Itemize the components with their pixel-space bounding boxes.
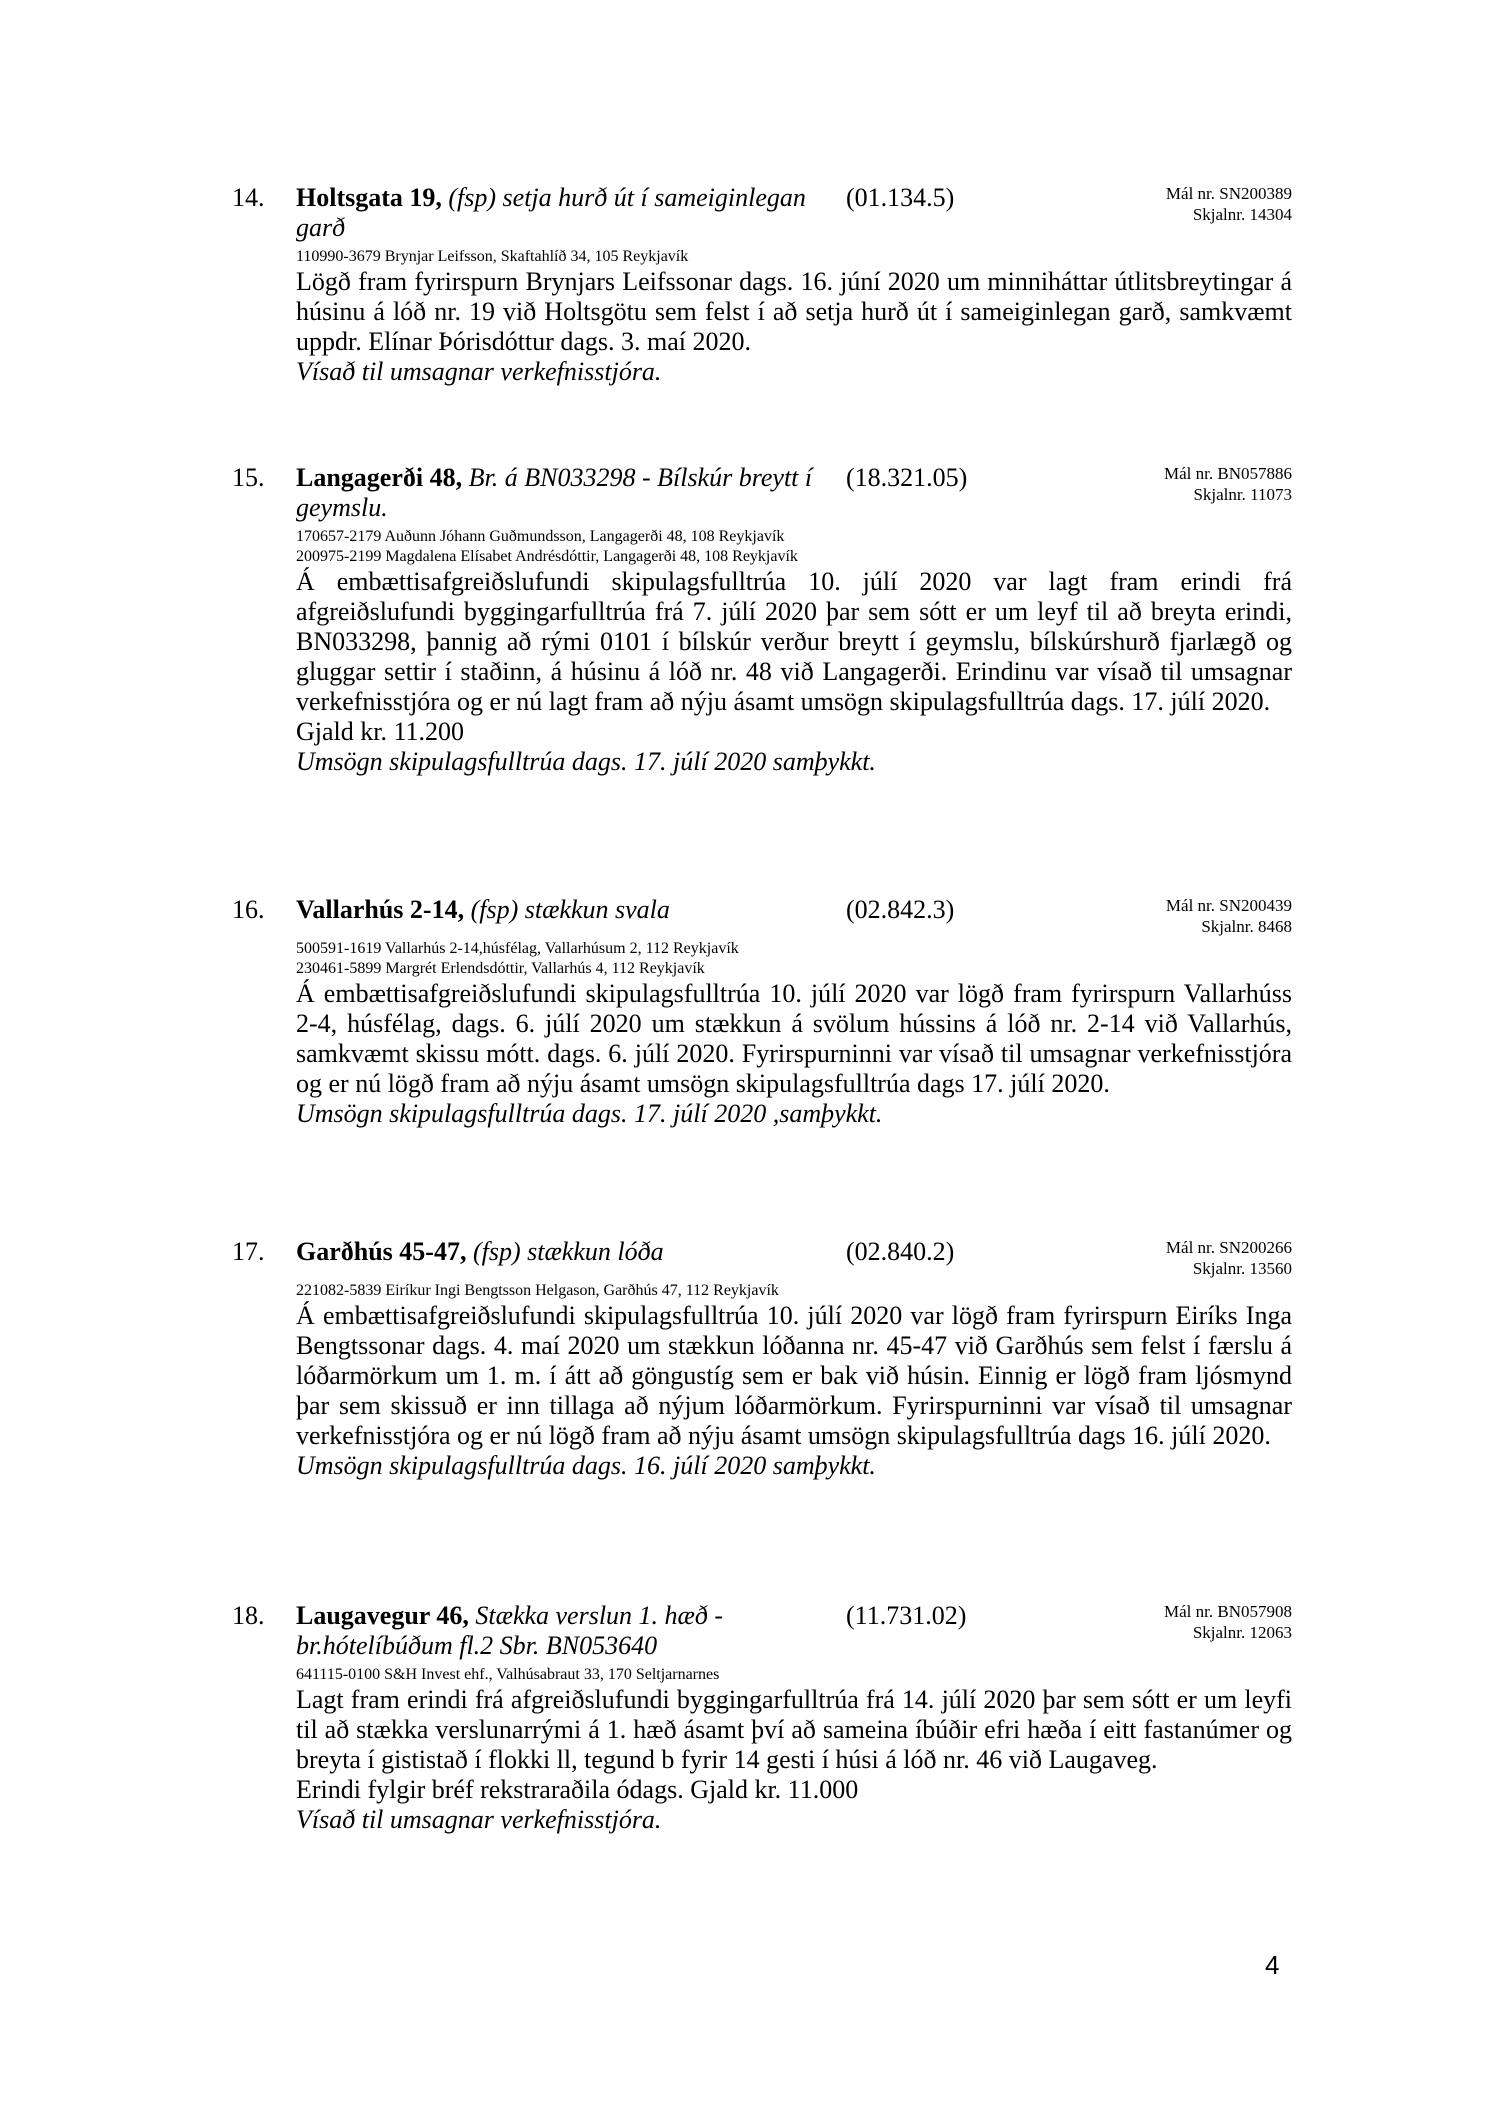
description: Á embættisafgreiðslufundi skipulagsfulltrúa 10. júlí 2020 var lögð fram fyrirspurn Eiríks Inga Bengtssonar dags. 4. maí 2020 um stækkun lóðanna nr. 45-47 við Garðhús sem felst í færslu á lóðarmörkum um 1. m. í átt að göngustíg sem er bak við húsin. Einnig er lögð fram ljósmynd þar sem skissuð er inn tillaga að nýjum lóðarmörkum. Fyrirspurninni var vísað til umsagnar verkefnisstjóra og er nú lögð fram að nýju ásamt umsögn skipulagsfulltrúa dags 16. júlí 2020. <box>296 1301 1292 1450</box>
document-number: Skjalnr. 12063 <box>1192 1623 1292 1642</box>
item-subtitle: Br. á BN033298 - Bílskúr breytt í geymslu. <box>296 463 813 522</box>
document-number: Skjalnr. 8468 <box>1201 917 1292 936</box>
description: Lögð fram fyrirspurn Brynjars Leifssonar dags. 16. júní 2020 um minniháttar útlitsbreytingar á húsinu á lóð nr. 19 við Holtsgötu sem felst í að setja hurð út í sameiginlegan garð, samkvæmt uppdr. Elínar Þórisdóttur dags. 3. maí 2020. <box>296 267 1292 356</box>
document-number: Skjalnr. 14304 <box>1192 205 1292 224</box>
item-title: Garðhús 45-47, <box>296 1237 467 1266</box>
case-item <box>232 1237 1292 1577</box>
case-item <box>232 1601 1292 1901</box>
party-line: 641115-0100 S&H Invest ehf., Valhúsabraut 33, 170 Seltjarnarnes <box>296 1666 720 1683</box>
document-number: Skjalnr. 11073 <box>1193 485 1292 504</box>
item-heading <box>296 1237 836 1267</box>
party-line: 500591-1619 Vallarhús 2-14,húsfélag, Vallarhúsum 2, 112 Reykjavík <box>296 940 739 957</box>
description: Lagt fram erindi frá afgreiðslufundi byggingarfulltrúa frá 14. júlí 2020 þar sem sótt er um leyfi til að stækka verslunarrými á 1. hæð ásamt því að sameina íbúðir efri hæða í eitt fastanúmer og breyta í gististað í flokki ll, tegund b fyrir 14 gesti í húsi á lóð nr. 46 við Laugaveg. <box>296 1685 1292 1774</box>
decision: Umsögn skipulagsfulltrúa dags. 17. júlí 2020 ,samþykkt. <box>296 1099 883 1128</box>
land-number: (18.321.05) <box>846 463 968 492</box>
item-heading <box>296 463 836 523</box>
fee-line: Gjald kr. 11.200 <box>296 717 465 746</box>
item-heading <box>296 895 836 925</box>
decision: Umsögn skipulagsfulltrúa dags. 17. júlí 2020 samþykkt. <box>296 747 876 776</box>
description: Á embættisafgreiðslufundi skipulagsfulltrúa 10. júlí 2020 var lagt fram erindi frá afgreiðslufundi byggingarfulltrúa frá 7. júlí 2020 þar sem sótt er um leyf til að breyta erindi, BN033298, þannig að rými 0101 í bílskúr verður breytt í geymslu, bílskúrshurð fjarlægð og gluggar settir í staðinn, á húsinu á lóð nr. 48 við Langagerði. Erindinu var vísað til umsagnar verkefnisstjóra og er nú lagt fram að nýju ásamt umsögn skipulagsfulltrúa dags. 17. júlí 2020. <box>296 567 1292 716</box>
decision: Umsögn skipulagsfulltrúa dags. 16. júlí 2020 samþykkt. <box>296 1451 876 1480</box>
item-number: 14. <box>232 183 265 212</box>
case-refs <box>1166 1237 1292 1279</box>
land-number: (02.840.2) <box>846 1237 955 1266</box>
case-number: Mál nr. SN200389 <box>1165 184 1292 203</box>
case-item <box>232 463 1292 843</box>
item-body <box>296 527 1292 777</box>
item-subtitle: (fsp) setja hurð út í sameiginlegan garð <box>296 183 806 242</box>
case-refs <box>1164 463 1292 505</box>
party-line: 110990-3679 Brynjar Leifsson, Skaftahlíð 34, 105 Reykjavík <box>296 248 689 265</box>
case-item <box>232 895 1292 1195</box>
item-title: Langagerði 48, <box>296 463 463 492</box>
decision: Vísað til umsagnar verkefnisstjóra. <box>296 357 662 386</box>
item-title: Holtsgata 19, <box>296 183 442 212</box>
item-heading <box>296 1601 836 1661</box>
item-body <box>296 1281 1292 1481</box>
item-body <box>296 1665 1292 1835</box>
item-body <box>296 939 1292 1129</box>
document-number: Skjalnr. 13560 <box>1192 1259 1292 1278</box>
item-subtitle: (fsp) stækkun svala <box>470 895 670 924</box>
case-number: Mál nr. SN200439 <box>1165 896 1292 915</box>
item-subtitle: (fsp) stækkun lóða <box>472 1237 664 1266</box>
case-number: Mál nr. BN057886 <box>1164 464 1292 483</box>
item-number: 17. <box>232 1237 265 1266</box>
item-number: 18. <box>232 1601 265 1630</box>
case-item <box>232 183 1292 403</box>
item-body <box>296 247 1292 387</box>
case-refs <box>1166 183 1292 225</box>
decision: Vísað til umsagnar verkefnisstjóra. <box>296 1805 662 1834</box>
land-number: (11.731.02) <box>846 1601 967 1630</box>
item-title: Laugavegur 46, <box>296 1601 469 1630</box>
item-number: 16. <box>232 895 265 924</box>
party-line: 200975-2199 Magdalena Elísabet Andrésdóttir, Langagerði 48, 108 Reykjavík <box>296 548 798 565</box>
land-number: (02.842.3) <box>846 895 955 924</box>
case-number: Mál nr. BN057908 <box>1164 1602 1292 1621</box>
item-subtitle: Stækka verslun 1. hæð - br.hótelíbúðum fl.2 Sbr. BN053640 <box>296 1601 724 1660</box>
case-refs <box>1164 1601 1292 1643</box>
land-number: (01.134.5) <box>846 183 955 212</box>
party-line: 230461-5899 Margrét Erlendsdóttir, Vallarhús 4, 112 Reykjavík <box>296 960 705 977</box>
item-heading <box>296 183 836 243</box>
description: Á embættisafgreiðslufundi skipulagsfulltrúa 10. júlí 2020 var lögð fram fyrirspurn Vallarhúss 2-4, húsfélag, dags. 6. júlí 2020 um stækkun á svölum hússins á lóð nr. 2-14 við Vallarhús, samkvæmt skissu mótt. dags. 6. júlí 2020. Fyrirspurninni var vísað til umsagnar verkefnisstjóra og er nú lögð fram að nýju ásamt umsögn skipulagsfulltrúa dags 17. júlí 2020. <box>296 979 1292 1098</box>
case-number: Mál nr. SN200266 <box>1165 1238 1292 1257</box>
case-refs <box>1166 895 1292 937</box>
party-line: 221082-5839 Eiríkur Ingi Bengtsson Helgason, Garðhús 47, 112 Reykjavík <box>296 1282 779 1299</box>
attachment-fee-line: Erindi fylgir bréf rekstraraðila ódags. Gjald kr. 11.000 <box>296 1775 859 1804</box>
item-number: 15. <box>232 463 265 492</box>
item-title: Vallarhús 2-14, <box>296 895 465 924</box>
page-number: 4 <box>1265 1950 1280 1980</box>
party-line: 170657-2179 Auðunn Jóhann Guðmundsson, Langagerði 48, 108 Reykjavík <box>296 528 785 545</box>
